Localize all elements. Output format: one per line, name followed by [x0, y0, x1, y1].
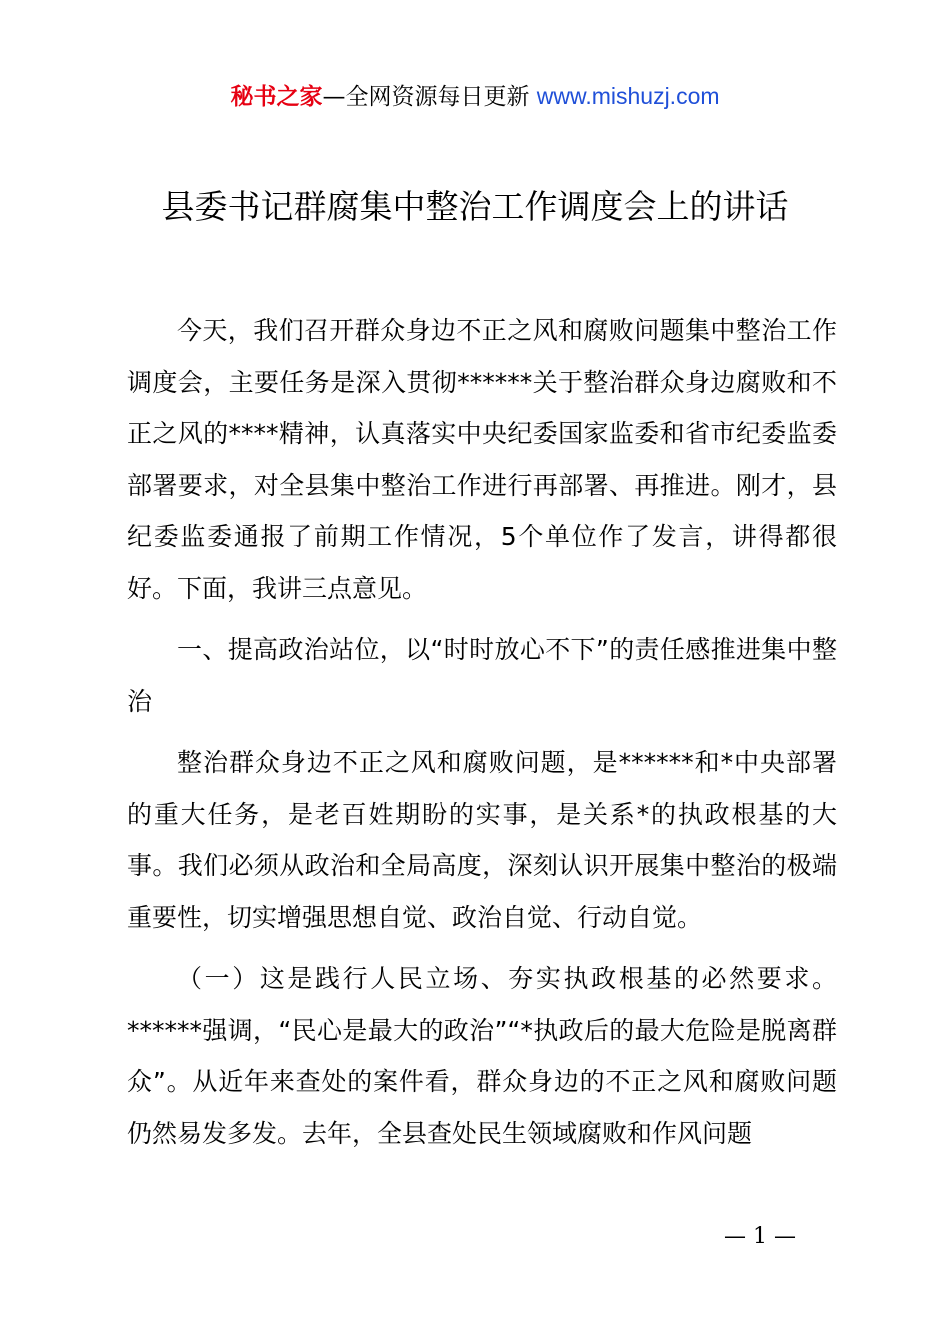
- section-heading-1: 一、提高政治站位，以“时时放心不下”的责任感推进集中整治: [127, 635, 837, 716]
- site-url-link[interactable]: www.mishuzj.com: [536, 83, 720, 109]
- document-body: [127, 305, 837, 1169]
- paragraph-subsection-1: （一）这是践行人民立场、夯实执政根基的必然要求。******强调，“民心是最大的政治”“*执政后的最大危险是脱离群众”。从近年来查处的案件看，群众身边的不正之风和腐败问题仍然易发多发。去年，全县查处民生领域腐败和作风问题: [127, 964, 837, 1148]
- site-brand: 秘书之家: [230, 84, 323, 110]
- site-tagline: —全网资源每日更新: [322, 84, 537, 110]
- page-number: — 1 —: [724, 1224, 796, 1249]
- paragraph-intro: 今天，我们召开群众身边不正之风和腐败问题集中整治工作调度会，主要任务是深入贯彻******关于整治群众身边腐败和不正之风的****精神，认真落实中央纪委国家监委和省市纪委监委部署要求，对全县集中整治工作进行再部署、再推进。刚才，县纪委监委通报了前期工作情况，5个单位作了发言，讲得都很好。下面，我讲三点意见。: [127, 316, 837, 603]
- paragraph-section-1: 整治群众身边不正之风和腐败问题，是******和*中央部署的重大任务，是老百姓期盼的实事，是关系*的执政根基的大事。我们必须从政治和全局高度，深刻认识开展集中整治的极端重要性，切实增强思想自觉、政治自觉、行动自觉。: [127, 748, 837, 932]
- site-watermark-header: [0, 80, 950, 113]
- document-title: 县委书记群腐集中整治工作调度会上的讲话: [161, 187, 789, 226]
